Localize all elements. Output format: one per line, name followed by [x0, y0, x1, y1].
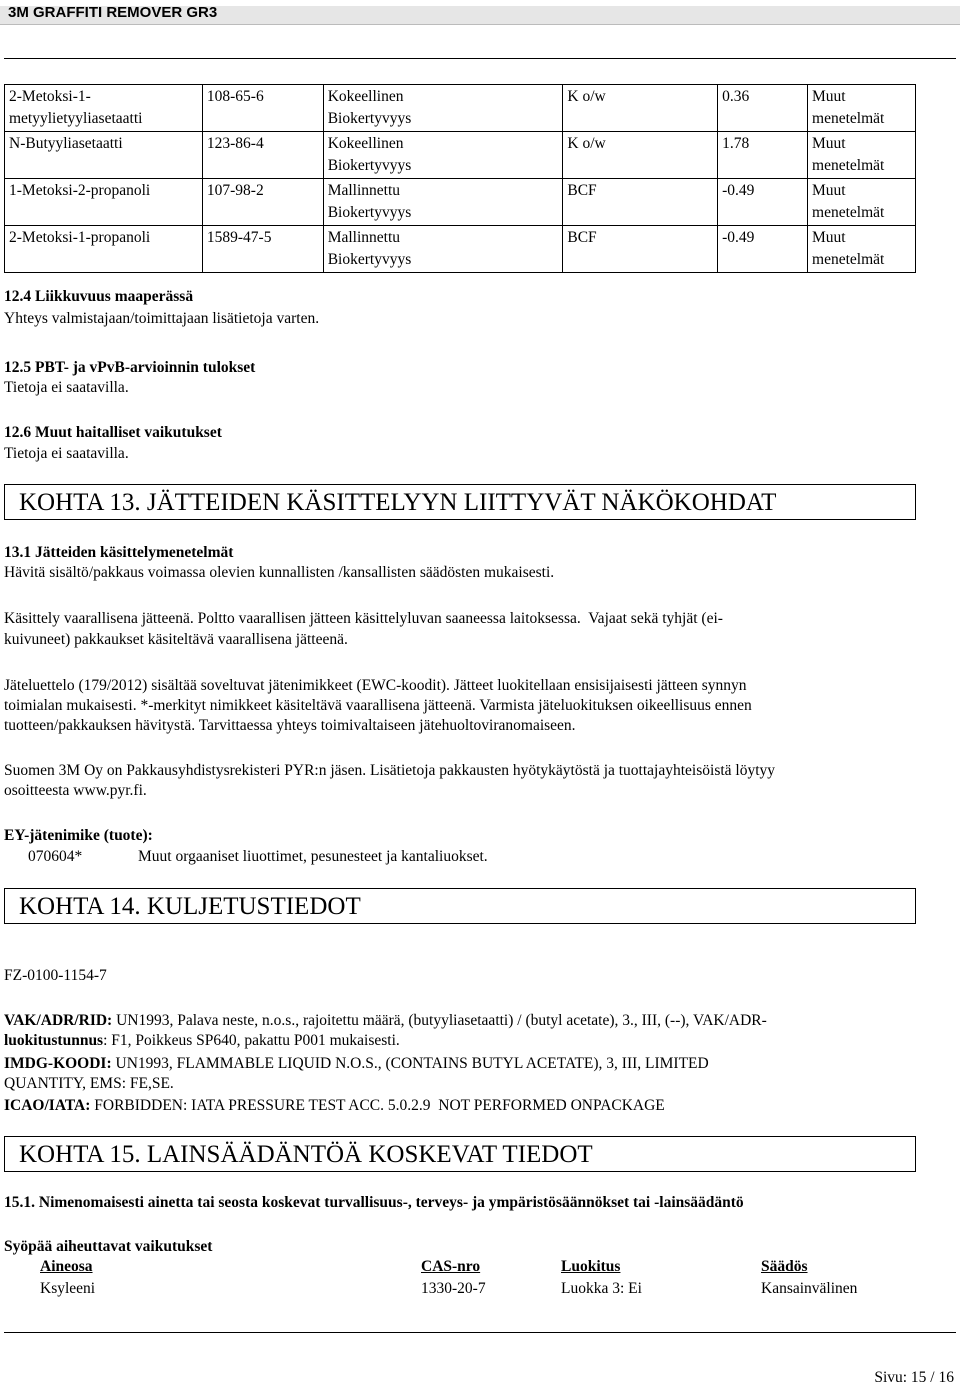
table-cell: 123-86-4 [202, 132, 323, 179]
col-header-luokitus: Luokitus [561, 1258, 621, 1275]
header-divider [4, 58, 956, 59]
icao-text: FORBIDDEN: IATA PRESSURE TEST ACC. 5.0.2.9 NOT PERFORMED ONPACKAGE [90, 1097, 665, 1114]
table-cell: Muut menetelmät [808, 179, 916, 226]
table-row [5, 85, 916, 132]
vak-adr-rid-line2 [4, 1031, 400, 1051]
cell-saados: Kansainvälinen [761, 1280, 858, 1297]
table-cell: K o/w [563, 132, 718, 179]
table-cell: 2-Metoksi-1-propanoli [5, 226, 203, 273]
table-cell: Kokeellinen Biokertyvyys [323, 132, 563, 179]
icao-line [4, 1096, 665, 1116]
table-cell: Mallinnettu Biokertyvyys [323, 179, 563, 226]
section-13-1-p2-line1: Käsittely vaarallisena jätteenä. Poltto vaarallisen jätteen käsittelyluvan saaneessa laitoksessa. Vajaat sekä tyhjät (ei- [4, 610, 723, 627]
kohta-14-heading: KOHTA 14. KULJETUSTIEDOT [4, 888, 916, 924]
section-15-1-heading: 15.1. Nimenomaisesti ainetta tai seosta koskevat turvallisuus-, terveys- ja ympäristösäännökset tai -lainsäädäntö [4, 1194, 744, 1211]
table-cell: BCF [563, 179, 718, 226]
table-row [5, 179, 916, 226]
imdg-label: IMDG-KOODI: [4, 1055, 112, 1072]
table-cell: Muut menetelmät [808, 85, 916, 132]
section-12-5-heading: 12.5 PBT- ja vPvB-arvioinnin tulokset [4, 359, 256, 376]
table-cell: -0.49 [718, 226, 808, 273]
imdg-line1 [4, 1054, 709, 1074]
table-cell: Muut menetelmät [808, 132, 916, 179]
section-13-1-p1: Hävitä sisältö/pakkaus voimassa olevien kunnallisten /kansallisten säädösten mukaisesti. [4, 564, 555, 581]
cell-aineosa: Ksyleeni [40, 1280, 96, 1297]
vak-adr-rid-line1 [4, 1011, 767, 1031]
icao-label: ICAO/IATA: [4, 1097, 91, 1114]
col-header-cas: CAS-nro [421, 1258, 481, 1275]
section-12-4-text: Yhteys valmistajaan/toimittajaan lisätietoja varten. [4, 310, 320, 327]
transport-code: FZ-0100-1154-7 [4, 967, 107, 984]
section-13-1-p3-line1: Jäteluettelo (179/2012) sisältää soveltuvat jätenimikkeet (EWC-koodit). Jätteet luokitellaan ensisijaisesti jätteen synnyn [4, 677, 747, 694]
table-row [5, 226, 916, 273]
section-12-6-heading: 12.6 Muut haitalliset vaikutukset [4, 424, 222, 441]
table-cell: N-Butyyliasetaatti [5, 132, 203, 179]
imdg-text: UN1993, FLAMMABLE LIQUID N.O.S., (CONTAINS BUTYL ACETATE), 3, III, LIMITED [111, 1055, 709, 1072]
section-12-5-text: Tietoja ei saatavilla. [4, 379, 129, 396]
section-12-4-heading: 12.4 Liikkuvuus maaperässä [4, 288, 194, 305]
table-cell: Muut menetelmät [808, 226, 916, 273]
carcinogenic-subheading: Syöpää aiheuttavat vaikutukset [4, 1238, 213, 1255]
table-cell: 108-65-6 [202, 85, 323, 132]
vak-classification-label: luokitustunnus [4, 1032, 104, 1049]
section-13-1-p3-line3: tuotteen/pakkauksen hävitystä. Tarvittaessa yhteys toimivaltaiseen jätehuoltoviranomaiseen. [4, 717, 576, 734]
col-header-saados: Säädös [761, 1258, 808, 1275]
table-cell: BCF [563, 226, 718, 273]
table-cell: -0.49 [718, 179, 808, 226]
ey-waste-code-label: EY-jätenimike (tuote): [4, 827, 153, 844]
section-13-1-p4-line1: Suomen 3M Oy on Pakkausyhdistysrekisteri PYR:n jäsen. Lisätietoja pakkausten hyötykäytöstä ja tuottajayhteisöistä löytyy [4, 762, 776, 779]
table-cell: 1-Metoksi-2-propanoli [5, 179, 203, 226]
kohta-15-heading: KOHTA 15. LAINSÄÄDÄNTÖÄ KOSKEVAT TIEDOT [4, 1136, 916, 1172]
table-cell: K o/w [563, 85, 718, 132]
page-number: Sivu: 15 / 16 [874, 1369, 954, 1386]
imdg-line2: QUANTITY, EMS: FE,SE. [4, 1075, 174, 1092]
vak-adr-rid-label: VAK/ADR/RID: [4, 1012, 113, 1029]
section-12-6-text: Tietoja ei saatavilla. [4, 445, 129, 462]
ey-waste-code: 070604* [28, 848, 83, 865]
table-row [5, 132, 916, 179]
table-cell: 2-Metoksi-1- metyylietyyliasetaatti [5, 85, 203, 132]
col-header-aineosa: Aineosa [40, 1258, 93, 1275]
document-title: 3M GRAFFITI REMOVER GR3 [8, 4, 218, 21]
table-cell: 107-98-2 [202, 179, 323, 226]
section-13-1-p4-line2: osoitteesta www.pyr.fi. [4, 782, 147, 799]
cell-cas: 1330-20-7 [421, 1280, 486, 1297]
vak-adr-rid-text: UN1993, Palava neste, n.o.s., rajoitettu määrä, (butyyliasetaatti) / (butyl acetate), 3., III, (--), VAK/ADR- [112, 1012, 767, 1029]
cell-luokitus: Luokka 3: Ei [561, 1280, 642, 1297]
table-cell: 1589-47-5 [202, 226, 323, 273]
table-cell: Mallinnettu Biokertyvyys [323, 226, 563, 273]
table-cell: 1.78 [718, 132, 808, 179]
footer-divider [4, 1332, 956, 1333]
kohta-13-heading: KOHTA 13. JÄTTEIDEN KÄSITTELYYN LIITTYVÄT NÄKÖKOHDAT [4, 484, 916, 520]
table-cell: Kokeellinen Biokertyvyys [323, 85, 563, 132]
section-13-1-p2-line2: kuivuneet) pakkaukset käsiteltävä vaarallisena jätteenä. [4, 631, 348, 648]
table-cell: 0.36 [718, 85, 808, 132]
section-13-1-p3-line2: toimialan mukaisesti. *-merkityt nimikkeet käsiteltävä vaarallisena jätteenä. Varmista jäteluokituksen oikeellisuus ennen [4, 697, 752, 714]
section-13-1-heading: 13.1 Jätteiden käsittelymenetelmät [4, 544, 234, 561]
bioaccumulation-table [4, 84, 916, 273]
vak-classification-text: : F1, Poikkeus SP640, pakattu P001 mukaisesti. [103, 1032, 400, 1049]
ey-waste-description: Muut orgaaniset liuottimet, pesunesteet ja kantaliuokset. [138, 848, 488, 865]
